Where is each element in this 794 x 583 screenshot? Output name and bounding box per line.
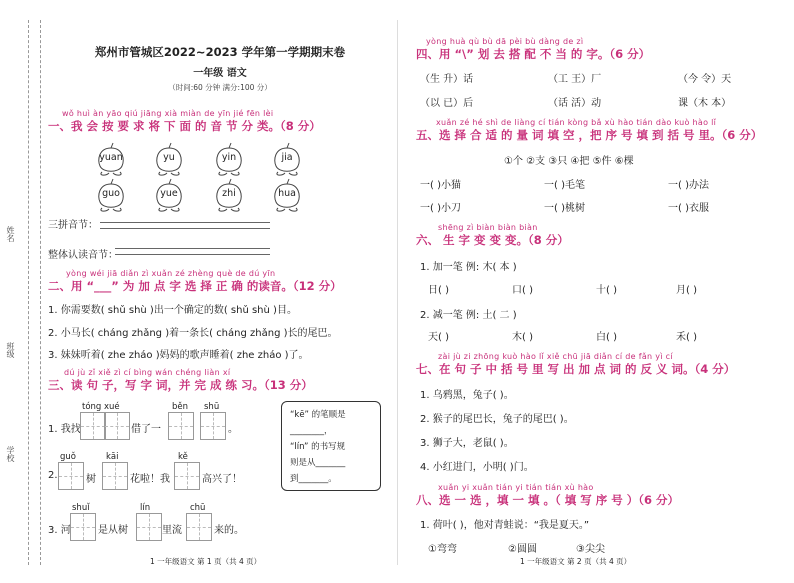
s3-r3-end: 来的。 (214, 525, 244, 536)
s5-r1-c: 一( )办法 (668, 180, 709, 191)
writing-grid[interactable] (58, 462, 84, 490)
writing-grid[interactable] (104, 412, 130, 440)
s5-r1-b: 一( )毛笔 (544, 180, 585, 191)
s5-pinyin: xuǎn zé hé shì de liàng cí tián kòng bǎ xù hào tián dào kuò hào lǐ (436, 118, 717, 127)
s6-a-4: 月( ) (676, 285, 697, 296)
s3-r1-pre: 1. 我找 (48, 424, 81, 435)
s6-a-2: 口( ) (512, 285, 533, 296)
s7-item-1: 1. 乌鸦黑，兔子( )。 (420, 390, 514, 401)
syllable-hua: hua (278, 188, 296, 199)
s1-row2-label: 整体认读音节： (48, 250, 118, 261)
note-line-2: ________， (290, 426, 333, 436)
syllable-yu: yu (163, 152, 175, 163)
s8-option-1: ①弯弯 (428, 544, 457, 555)
s4-r1-b: （工 王）厂 (548, 74, 602, 85)
s7-item-2: 2. 猴子的尾巴长，兔子的尾巴( )。 (420, 414, 574, 425)
s4-r1-a: （生 升）话 (420, 74, 474, 85)
s6-b-2: 木( ) (512, 332, 533, 343)
s5-r2-a: 一( )小刀 (420, 203, 461, 214)
s3-r3-pre: 3. 河 (48, 525, 71, 536)
writing-grid[interactable] (174, 462, 200, 490)
s3-r3-mid1: 是从树 (98, 525, 128, 536)
s6-b-label: 2. 减一笔 例: 土( 二 ) (420, 310, 517, 321)
s1-pinyin: wǒ huì àn yāo qiú jiāng xià miàn de yīn jié fēn lèi (62, 109, 274, 118)
s6-pinyin: shēng zì biàn biàn biàn (438, 223, 538, 232)
s3-r1-pinyin-2: běn (172, 402, 189, 412)
s8-item-1: 1. 荷叶( )，他对青蛙说：“我是夏天。” (420, 520, 590, 531)
s3-pinyin: dú jù zǐ xiě zì cí bìng wán chéng liàn xí (64, 368, 231, 377)
s5-r2-b: 一( )桃树 (544, 203, 585, 214)
s1-row2-answer-line-2[interactable] (115, 254, 270, 255)
s3-title: 三、读 句 子，写 字 词，并 完 成 练 习。（13 分） (48, 378, 313, 392)
s3-r1-mid: 借了一 (131, 424, 161, 435)
syllable-zhi: zhi (222, 188, 236, 199)
s4-r2-a: （以 已）后 (420, 98, 474, 109)
s6-b-3: 白( ) (596, 332, 617, 343)
s2-pinyin: yòng wéi jiā diǎn zì xuǎn zé zhèng què de dú yīn (66, 269, 276, 278)
s4-title: 四、用 “\” 划 去 搭 配 不 当 的 字。（6 分） (416, 47, 651, 61)
s3-r1-pinyin-1: tóng xué (82, 402, 120, 412)
s1-row1-answer-line-2[interactable] (100, 228, 270, 229)
s6-title: 六、 生 字 变 变 变。（8 分） (416, 233, 569, 247)
binding-line-outer (28, 20, 29, 565)
s2-item-2: 2. 小马长( cháng zhǎng )着一条长( cháng zhǎng )长的尾巴。 (48, 328, 338, 339)
s2-item-1: 1. 你需要数( shǔ shù )出一个确定的数( shǔ shù )目。 (48, 305, 297, 316)
s7-item-3: 3. 狮子大，老鼠( )。 (420, 438, 514, 449)
syllable-yuan: yuan (99, 152, 123, 163)
s7-item-4: 4. 小红进门，小明( )门。 (420, 462, 534, 473)
exam-title: 郑州市管城区2022~2023 学年第一学期期末卷 (94, 45, 346, 59)
s3-r2-pinyin-1: guǒ (60, 452, 76, 462)
s5-r2-c: 一( )衣服 (668, 203, 709, 214)
syllable-yin: yin (221, 152, 237, 163)
s1-row1-label: 三拼音节： (48, 220, 98, 231)
s4-r2-b: （话 活）动 (548, 98, 602, 109)
s1-row2-answer-line[interactable] (115, 248, 270, 249)
binding-line-inner (40, 20, 41, 565)
s7-pinyin: zài jù zi zhōng kuò hào lǐ xiě chū jiā diǎn cí de fǎn yì cí (438, 352, 673, 361)
s3-r3-pinyin-1: shuǐ (72, 503, 90, 513)
s6-a-3: 十( ) (596, 285, 617, 296)
syllable-guo: guo (102, 188, 120, 199)
s3-r2-pre: 2. (48, 470, 58, 481)
s8-option-3: ③尖尖 (576, 544, 605, 555)
side-label-name: 姓名 (6, 226, 15, 242)
s3-r1-end: 。 (228, 424, 238, 435)
exam-meta: （时间:60 分钟 满分:100 分） (168, 83, 272, 92)
note-line-5: 到_______。 (290, 474, 337, 484)
s4-r1-c: （今 令）天 (678, 74, 732, 85)
writing-grid[interactable] (70, 513, 96, 541)
s3-r2-end: 高兴了！ (202, 474, 242, 485)
s5-r1-a: 一( )小猫 (420, 180, 461, 191)
side-label-class: 班级 (6, 342, 15, 358)
s7-title: 七、在 句 子 中 括 号 里 写 出 加 点 词 的 反 义 词。（4 分） (416, 362, 736, 376)
page-divider (397, 20, 398, 565)
s1-row1-answer-line[interactable] (100, 222, 270, 223)
writing-grid[interactable] (200, 412, 226, 440)
s4-r2-c: 课（木 本） (678, 98, 732, 109)
note-line-1: “kē” 的笔顺是 (290, 410, 346, 420)
s6-a-1: 日( ) (428, 285, 449, 296)
s3-r2-pinyin-3: kě (178, 452, 188, 462)
s8-option-2: ②圆圆 (508, 544, 537, 555)
s6-b-4: 禾( ) (676, 332, 697, 343)
note-line-3: “lín” 的书写规 (290, 442, 346, 452)
writing-grid[interactable] (168, 412, 194, 440)
s3-r2-mid2: 花啦！我 (130, 474, 170, 485)
syllable-jia: jia (281, 152, 293, 163)
s3-r2-pinyin-2: kāi (106, 452, 119, 462)
exam-subtitle: 一年级 语文 (193, 68, 247, 79)
writing-grid[interactable] (136, 513, 162, 541)
s3-r3-mid2: 里流 (162, 525, 182, 536)
s1-title: 一、我 会 按 要 求 将 下 面 的 音 节 分 类。（8 分） (48, 119, 321, 133)
s5-title: 五、选 择 合 适 的 量 词 填 空 ，把 序 号 填 到 括 号 里。（6 分） (416, 128, 763, 142)
side-label-school: 学校 (6, 446, 15, 462)
s8-title: 八、选 一 选 ，填 一 填 。（ 填 写 序 号 ）（6 分） (416, 493, 680, 507)
syllable-yue: yue (160, 188, 178, 199)
s2-item-3: 3. 妹妹听着( zhe zháo )妈妈的歌声睡着( zhe zháo )了。 (48, 350, 309, 361)
s6-a-label: 1. 加一笔 例: 木( 本 ) (420, 262, 517, 273)
writing-grid[interactable] (80, 412, 106, 440)
s3-r1-pinyin-3: shū (204, 402, 220, 412)
writing-grid[interactable] (186, 513, 212, 541)
footer-right: 1 一年级语文 第 2 页（共 4 页） (520, 557, 632, 566)
s8-pinyin: xuǎn yi xuǎn tián yi tián tián xù hào (438, 483, 594, 492)
s3-r2-mid1: 树 (86, 474, 96, 485)
s4-pinyin: yòng huà qù bù dā pèi bù dàng de zì (426, 37, 584, 46)
note-line-4: 则是从_______ (290, 458, 346, 468)
s3-r3-pinyin-3: chū (190, 503, 206, 513)
s6-b-1: 天( ) (428, 332, 449, 343)
s5-options: ①个 ②支 ③只 ④把 ⑤件 ⑥棵 (504, 156, 634, 167)
s3-r3-pinyin-2: lín (140, 503, 151, 513)
writing-grid[interactable] (102, 462, 128, 490)
s2-title: 二、用 “___” 为 加 点 字 选 择 正 确 的读音。（12 分） (48, 279, 342, 293)
footer-left: 1 一年级语文 第 1 页（共 4 页） (150, 557, 262, 566)
